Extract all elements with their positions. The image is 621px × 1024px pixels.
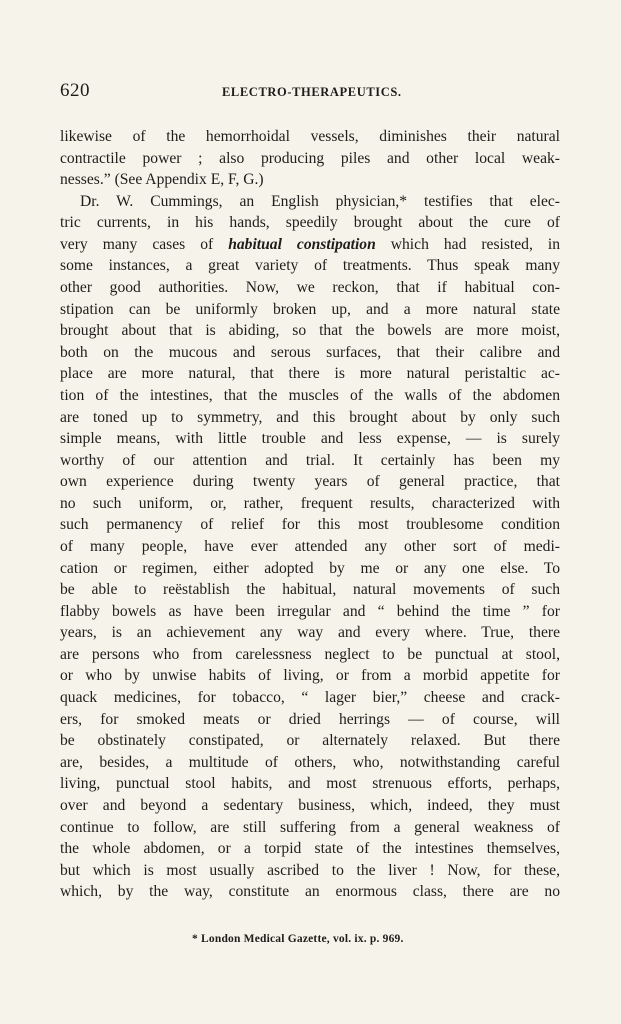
text-line: ers, for smoked meats or dried herrings — of course, will [60, 710, 560, 728]
text-line: or who by unwise habits of living, or from a morbid appetite for [60, 667, 560, 685]
text-line: own experience during twenty years of general practice, that [60, 473, 560, 491]
text-line: brought about that is abiding, so that the bowels are more moist, [60, 322, 560, 340]
text-line: tion of the intestines, that the muscles of the walls of the abdomen [60, 386, 560, 404]
text-line: some instances, a great variety of treatments. Thus speak many [60, 257, 560, 275]
emphasis-text: habitual constipation [228, 235, 376, 253]
running-head: ELECTRO-THERAPEUTICS. [222, 85, 402, 99]
text-line: stipation can be uniformly broken up, and a more natural state [60, 300, 560, 318]
body-text [60, 126, 560, 903]
text-line: continue to follow, are still suffering from a general weakness of [60, 818, 560, 836]
text-line: place are more natural, that there is more natural peristaltic ac- [60, 365, 560, 383]
text-line: but which is most usually ascribed to the liver ! Now, for these, [60, 861, 560, 879]
text-line: the whole abdomen, or a torpid state of the intestines themselves, [60, 840, 560, 858]
text-line: cation or regimen, either adopted by me or any one else. To [60, 559, 560, 577]
text-line: likewise of the hemorrhoidal vessels, diminishes their natural [60, 128, 560, 145]
text-line: which, by the way, constitute an enormous class, there are no [60, 883, 560, 901]
text-line: years, is an achievement any way and every where. True, there [60, 624, 560, 642]
text-line: simple means, with little trouble and less expense, — is surely [60, 430, 560, 448]
text-line: Dr. W. Cummings, an English physician,* testifies that elec- [80, 192, 560, 210]
text-line: nesses.” (See Appendix E, F, G.) [60, 171, 264, 189]
text-line: very many cases of habitual constipation which had resisted, in [60, 235, 560, 253]
text-line: are persons who from carelessness neglect to be punctual at stool, [60, 645, 560, 663]
footnote: * London Medical Gazette, vol. ix. p. 969. [192, 933, 404, 945]
text-line: quack medicines, for tobacco, “ lager bier,” cheese and crack- [60, 689, 560, 707]
text-line: over and beyond a sedentary business, which, indeed, they must [60, 796, 560, 814]
text-line: are, besides, a multitude of others, who, notwithstanding careful [60, 753, 560, 771]
text-line: of many people, have ever attended any other sort of medi- [60, 537, 560, 555]
page-number: 620 [60, 80, 90, 101]
text-line: be obstinately constipated, or alternately relaxed. But there [60, 732, 560, 750]
text-line: such permanency of relief for this most troublesome condition [60, 516, 560, 534]
text-line: be able to reëstablish the habitual, natural movements of such [60, 581, 560, 599]
text-line: worthy of our attention and trial. It certainly has been my [60, 451, 560, 469]
text-line: are toned up to symmetry, and this brought about by only such [60, 408, 560, 426]
text-line: both on the mucous and serous surfaces, that their calibre and [60, 343, 560, 361]
text-line: flabby bowels as have been irregular and “ behind the time ” for [60, 602, 560, 620]
text-line: other good authorities. Now, we reckon, that if habitual con- [60, 279, 560, 297]
text-line: tric currents, in his hands, speedily brought about the cure of [60, 214, 560, 232]
text-line: contractile power ; also producing piles and other local weak- [60, 149, 560, 167]
text-line: no such uniform, or, rather, frequent results, characterized with [60, 494, 560, 512]
text-line: living, punctual stool habits, and most strenuous efforts, perhaps, [60, 775, 560, 793]
page-header [60, 80, 560, 102]
